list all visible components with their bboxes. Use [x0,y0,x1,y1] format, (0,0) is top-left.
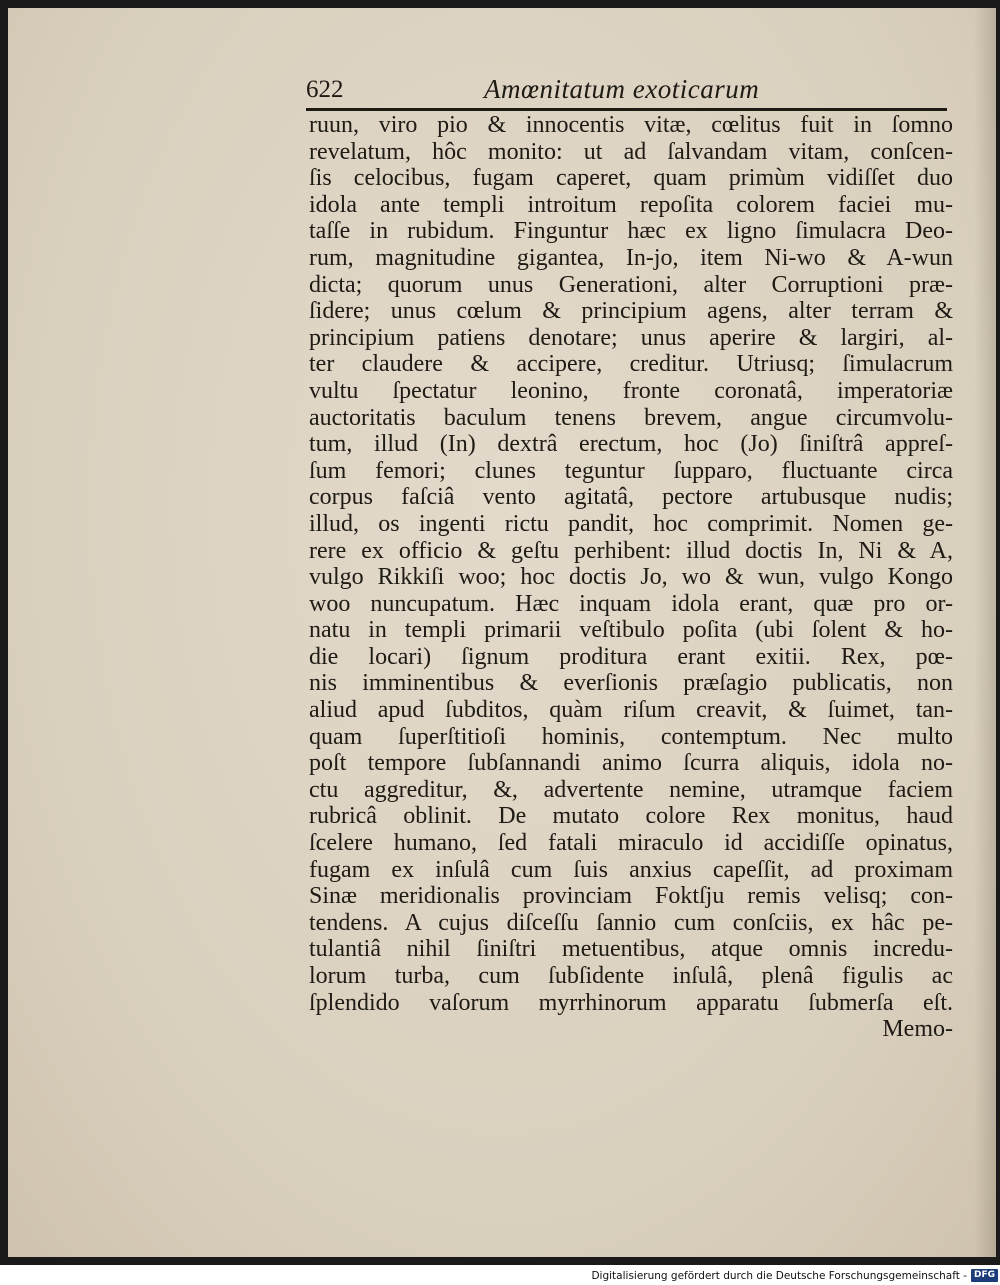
text-line: tulantiâ nihil ſiniſtri metuentibus, atque omnis incredu- [309,936,953,963]
text-line: Memo- [882,1016,953,1043]
text-line: tum, illud (In) dextrâ erectum, hoc (Jo) ſiniſtrâ appreſ- [309,431,953,458]
text-line: revelatum, hôc monito: ut ad ſalvandam vitam, conſcen- [309,138,953,165]
text-line: auctoritatis baculum tenens brevem, angue circumvolu- [309,404,953,431]
text-line: illud, os ingenti rictu pandit, hoc comprimit. Nomen ge- [309,510,953,537]
text-line: ter claudere & accipere, creditur. Utriusq; ſimulacrum [309,351,953,378]
text-line: rere ex officio & geſtu perhibent: illud doctis In, Ni & A, [309,537,953,564]
body-text [309,112,953,1043]
text-line: idola ante templi introitum repoſita colorem faciei mu- [309,191,953,218]
text-line: ſplendido vaſorum myrrhinorum apparatu ſubmerſa eſt. [309,989,953,1016]
text-line: die locari) ſignum proditura erant exitii. Rex, pœ- [309,643,953,670]
text-line: aliud apud ſubditos, quàm riſum creavit, & ſuimet, tan- [309,697,953,724]
text-line: taſſe in rubidum. Finguntur hæc ex ligno ſimulacra Deo- [309,218,953,245]
page-edge-shadow [974,8,996,1257]
page-number: 622 [306,76,344,103]
text-line: fugam ex inſulâ cum ſuis anxius capeſſit, ad proximam [309,856,953,883]
text-line: quam ſuperſtitioſi hominis, contemptum. Nec multo [309,723,953,750]
credit-text: Digitalisierung gefördert durch die Deutsche Forschungsgemeinschaft - [591,1269,967,1282]
text-line: lorum turba, cum ſubſidente inſulâ, plenâ figulis ac [309,963,953,989]
text-line: poſt tempore ſubſannandi animo ſcurra aliquis, idola no- [309,750,953,777]
text-line: nis imminentibus & everſionis præſagio publicatis, non [309,670,953,697]
running-title: Amœnitatum exoticarum [484,74,760,104]
text-line: ſis celocibus, fugam caperet, quam primùm vidiſſet duo [309,165,953,192]
text-line: ſcelere humano, ſed fatali miraculo id accidiſſe opinatus, [309,830,953,857]
text-line: ſidere; unus cœlum & principium agens, alter terram & [309,298,953,325]
text-line: tendens. A cujus diſceſſu ſannio cum conſciis, ex hâc pe- [309,909,953,936]
text-line: ctu aggreditur, &, advertente nemine, utramque faciem [309,776,953,803]
text-line: dicta; quorum unus Generationi, alter Corruptioni præ- [309,271,953,298]
text-line: Sinæ meridionalis provinciam Foktſju remis velisq; con- [309,883,953,910]
text-line: rubricâ oblinit. De mutato colore Rex monitus, haud [309,803,953,830]
text-line: natu in templi primarii veſtibulo poſita (ubi ſolent & ho- [309,617,953,644]
text-line: woo nuncupatum. Hæc inquam idola erant, quæ pro or- [309,590,953,617]
digitization-credit [591,1266,1000,1285]
text-line: ruun, viro pio & innocentis vitæ, cœlitus fuit in ſomno [309,112,953,138]
text-line: rum, magnitudine gigantea, In-jo, item Ni-wo & A-wun [309,244,953,271]
text-line: principium patiens denotare; unus aperire & largiri, al- [309,324,953,351]
dfg-logo: DFG [971,1269,998,1282]
text-line: vultu ſpectatur leonino, fronte coronatâ, imperatoriæ [309,377,953,404]
text-line: corpus faſciâ vento agitatâ, pectore artubusque nudis; [309,484,953,511]
text-line: ſum femori; clunes teguntur ſupparo, fluctuante circa [309,457,953,484]
header-rule [306,108,947,111]
page-header [298,74,950,106]
text-line: vulgo Rikkiſi woo; hoc doctis Jo, wo & wun, vulgo Kongo [309,564,953,591]
